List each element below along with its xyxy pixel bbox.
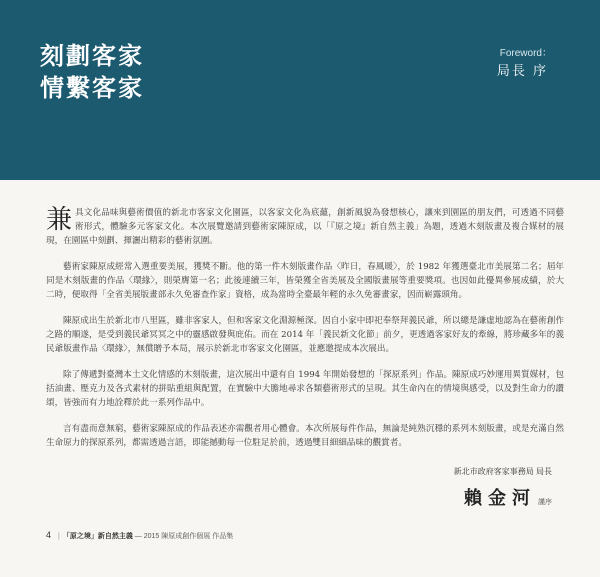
signature-suffix: 謹序 — [538, 499, 552, 506]
signature-name: 賴金河 — [464, 488, 536, 509]
main-title-line-1: 刻劃客家 — [40, 41, 144, 70]
signature-organization: 新北市政府客家事務局 局長 — [453, 467, 552, 476]
footer-subtitle: — 2015 陳原成創作個展 作品集 — [134, 533, 234, 540]
paragraph-1-text: 具文化品味與藝術價值的新北市客家文化園區，以客家文化為底蘊，創新風貌為發想核心，讓來到園區的朋友們，可透過不同藝術形式，體驗多元客家文化。本次展覽邀請到藝術家陳原成，以「『原之境』新自然主義」為題，透過木刻版畫及複合媒材的展現，在園區中刻劃、揮灑出精彩的藝術氛圍。 — [46, 208, 564, 246]
paragraph-3: 陳原成出生於新北市八里區，雖非客家人，但和客家文化淵源極深。因自小家中即祀奉祭拜義民爺，所以總是謙虛地認為在藝術創作之路的順遂，是受到義民爺冥冥之中的靈感啟發與庇佑。而在 2014 年「義民新文化節」前夕，更透過客家好友的牽線，將珍藏多年的義民爺版畫作品〈環緣〉，無償贈予本局，展示於新北市客家文化園區，並應邀提成本次展出。 — [46, 316, 564, 354]
paragraph-5: 言有盡而意無窮，藝術家陳原成的作品表述亦需觀者用心體會。本次所展每件作品，無論是純熟沉穩的系列木刻版畫，或是充滿自然生命原力的探原系列，都需透過言語，即能撼動每一位駐足於前，透過雙目細細品味的觀賞者。 — [46, 424, 564, 448]
foreword-body — [46, 206, 564, 462]
foreword-label: Foreword： — [499, 48, 552, 59]
header-banner — [0, 0, 600, 180]
footer-series-title: 「原之境」新自然主義 — [62, 533, 133, 540]
signature — [464, 484, 552, 510]
page-footer — [46, 530, 233, 541]
paragraph-1 — [46, 206, 564, 248]
foreword-title: 局長 序 — [496, 64, 548, 79]
paragraph-2: 藝術家陳原成經常入選重要美展，獲獎不斷。他的第一件木刻版畫作品〈昨日，春風暖〉，於 1982 年獲選臺北市美展第二名；屆年同是木刻版畫的作品〈環緣〉，則榮膺第一名；此後連續三年，皆榮獲全省美展及全國版畫展等重要獎項。也因如此優異參展成績，於大二時，便取得「全省美展版畫部永久免審查作家」資格，成為當時全臺最年輕的永久免審畫家，因而嶄露頭角。 — [46, 262, 564, 300]
main-title-line-2: 情繫客家 — [40, 73, 144, 102]
page-number: 4 — [46, 530, 52, 540]
footer-separator: | — [58, 533, 60, 540]
paragraph-4: 除了傳遞對臺灣本土文化情感的木刻版畫，這次展出中還有自 1994 年開始發想的「探原系列」作品。陳原成巧妙運用異質媒材，包括油畫、壓克力及各式素材的拼貼重組與配置，在實驗中大膽地尋求各類藝術形式的呈現。其生命內在的情境與感受，以及對生命力的讚頌，皆強而有力地詮釋於此一系列作品中。 — [46, 370, 564, 408]
drop-cap: 兼 — [46, 205, 73, 235]
